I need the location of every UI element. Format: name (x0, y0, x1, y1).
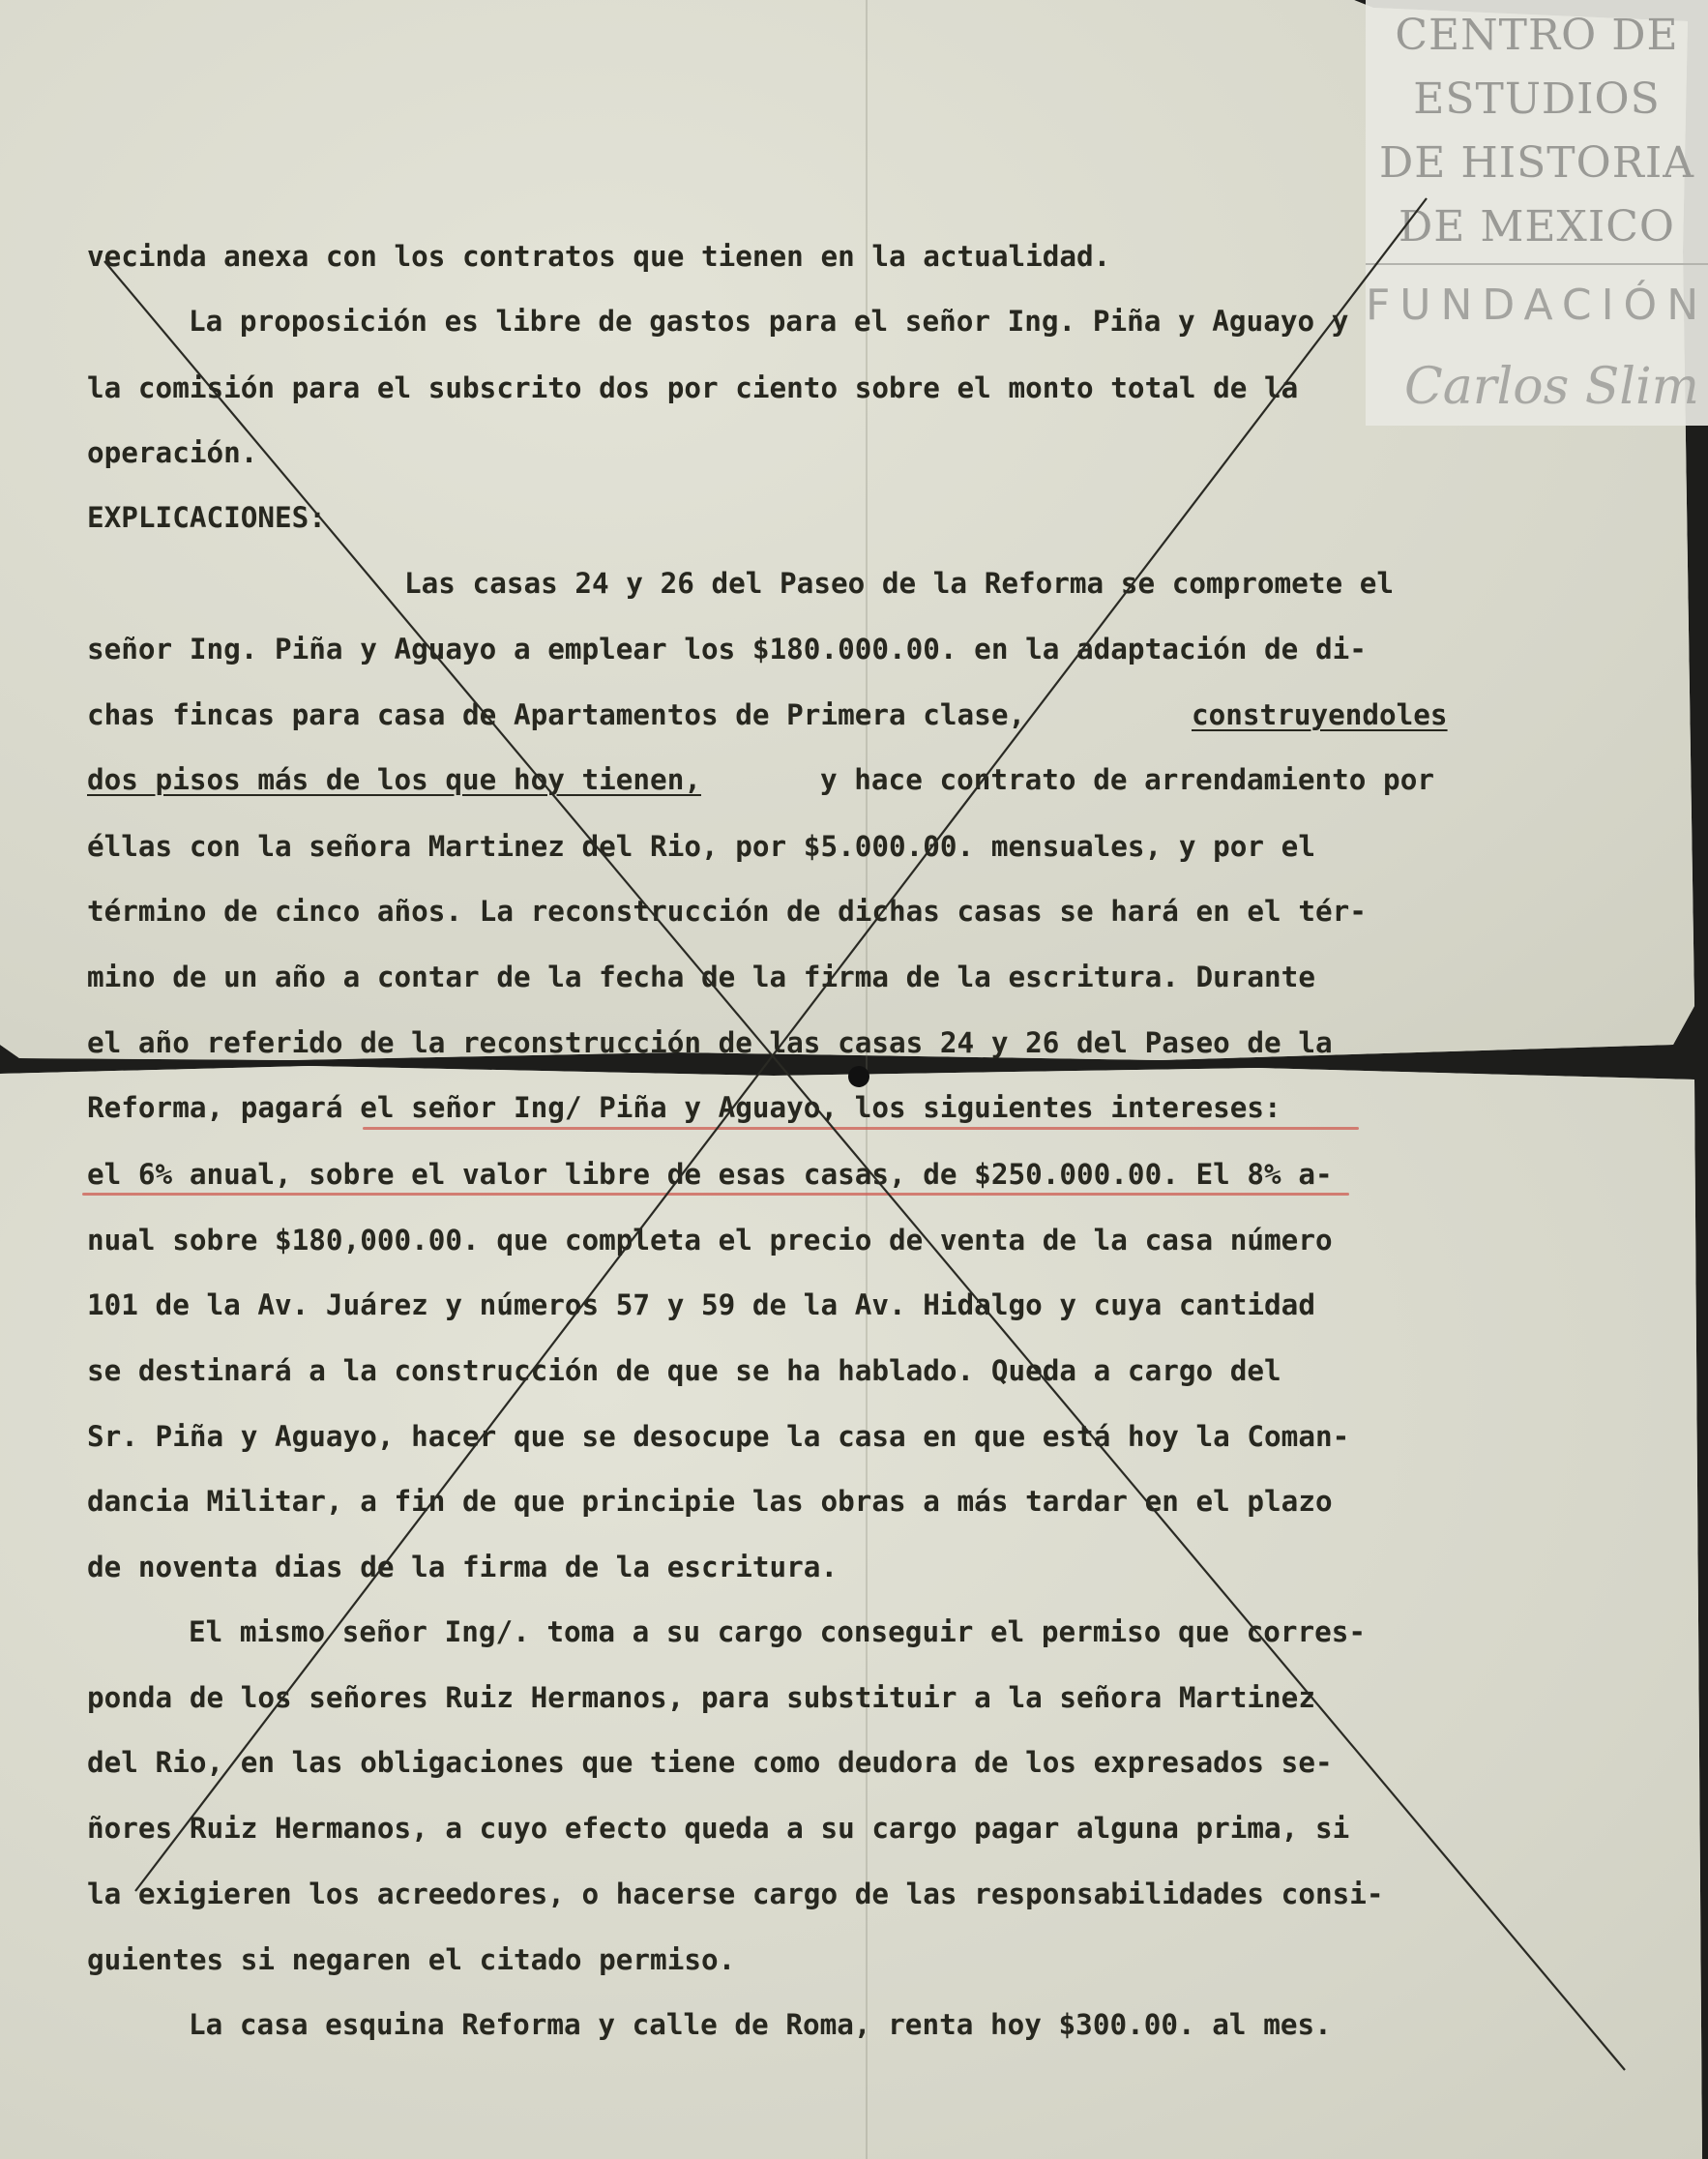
doc-line-4: operación. (87, 436, 258, 469)
doc-line-28: La casa esquina Reforma y calle de Roma, renta hoy $300.00. al mes. (189, 2008, 1332, 2041)
doc-line-6: Las casas 24 y 26 del Paseo de la Reforma se compromete el (404, 567, 1395, 600)
doc-line-20: dancia Militar, a fin de que principie las obras a más tardar en el plazo (87, 1485, 1333, 1518)
doc-line-8-underlined: construyendoles (1192, 698, 1448, 731)
doc-line-23: ponda de los señores Ruiz Hermanos, para substituir a la señora Martinez (87, 1681, 1315, 1714)
stamp-line-3: DE HISTORIA (1379, 138, 1694, 188)
doc-line-3: la comisión para el subscrito dos por ciento sobre el monto total de la (87, 371, 1299, 404)
doc-line-19: Sr. Piña y Aguayo, hacer que se desocupe la casa en que está hoy la Coman- (87, 1420, 1350, 1453)
doc-line-21: de noventa dias de la firma de la escritura. (87, 1551, 839, 1583)
stamp-fundacion: FUNDACIÓN (1366, 281, 1708, 330)
doc-line-8: chas fincas para casa de Apartamentos de Primera clase, (87, 698, 1026, 731)
doc-line-9-underlined: dos pisos más de los que hoy tienen, (87, 763, 701, 796)
cross-out-line-2 (135, 198, 1427, 1891)
ink-blot (848, 1066, 869, 1087)
doc-line-24: del Rio, en las obligaciones que tiene como deudora de los expresados se- (87, 1746, 1333, 1779)
stamp-line-4: DE MEXICO (1399, 202, 1675, 251)
doc-line-14: Reforma, pagará el señor Ing/ Piña y Aguayo, los siguientes intereses: (87, 1091, 1281, 1124)
doc-line-1: vecinda anexa con los contratos que tienen en la actualidad. (87, 240, 1111, 273)
stamp-line-2: ESTUDIOS (1413, 74, 1661, 124)
doc-line-11: término de cinco años. La reconstrucción de dichas casas se hará en el tér- (87, 895, 1367, 928)
doc-line-9: y hace contrato de arrendamiento por (820, 763, 1434, 796)
doc-line-26: la exigieren los acreedores, o hacerse cargo de las responsabilidades consi- (87, 1878, 1384, 1910)
doc-line-12: mino de un año a contar de la fecha de la firma de la escritura. Durante (87, 961, 1315, 993)
stamp-line-1: CENTRO DE (1395, 11, 1679, 60)
doc-line-15: el 6% anual, sobre el valor libre de esas casas, de $250.000.00. El 8% a- (87, 1158, 1333, 1191)
doc-line-13: el año referido de la reconstrucción de las casas 24 y 26 del Paseo de la (87, 1026, 1333, 1059)
doc-line-10: éllas con la señora Martinez del Rio, por $5.000.00. mensuales, y por el (87, 830, 1315, 863)
doc-line-17: 101 de la Av. Juárez y números 57 y 59 de la Av. Hidalgo y cuya cantidad (87, 1288, 1315, 1321)
doc-line-18: se destinará a la construcción de que se ha hablado. Queda a cargo del (87, 1354, 1281, 1387)
doc-line-27: guientes si negaren el citado permiso. (87, 1943, 736, 1976)
cross-out-line-1 (104, 261, 1625, 2070)
doc-line-16: nual sobre $180,000.00. que completa el precio de venta de la casa número (87, 1224, 1333, 1257)
stamp-signature: Carlos Slim (1404, 358, 1699, 416)
section-heading: EXPLICACIONES: (87, 501, 326, 534)
doc-line-25: ñores Ruiz Hermanos, a cuyo efecto queda a su cargo pagar alguna prima, si (87, 1812, 1350, 1845)
doc-line-22: El mismo señor Ing/. toma a su cargo conseguir el permiso que corres- (189, 1615, 1367, 1648)
doc-line-7: señor Ing. Piña y Aguayo a emplear los $180.000.00. en la adaptación de di- (87, 633, 1367, 665)
doc-line-2: La proposición es libre de gastos para el señor Ing. Piña y Aguayo y (189, 305, 1349, 338)
